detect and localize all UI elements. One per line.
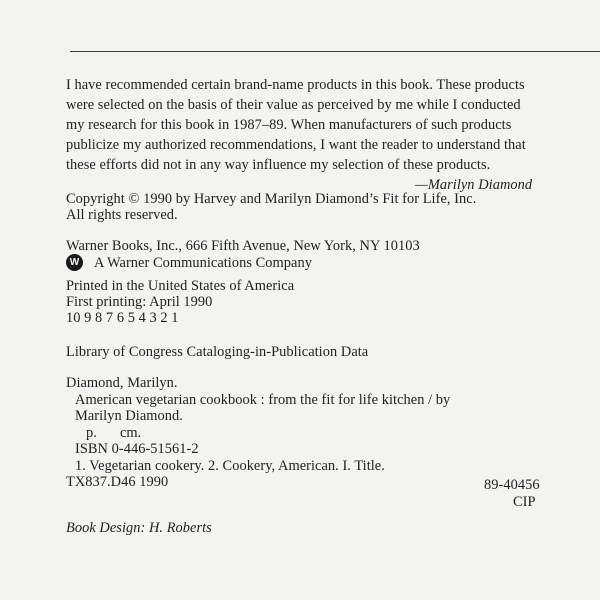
cip-title-line: American vegetarian cookbook : from the fit for life kitchen / by: [75, 392, 451, 408]
printed-in: Printed in the United States of America: [66, 278, 295, 294]
cip-author: Diamond, Marilyn.: [66, 375, 178, 391]
disclaimer-line: I have recommended certain brand-name products in this book. These products: [66, 77, 525, 93]
copyright-line: Copyright © 1990 by Harvey and Marilyn Diamond’s Fit for Life, Inc.: [66, 191, 477, 207]
cip-classification: TX837.D46 1990: [66, 474, 169, 490]
disclaimer-line: my research for this book in 1987–89. When manufacturers of such products: [66, 117, 512, 133]
cip-isbn: ISBN 0-446-51561-2: [75, 441, 199, 457]
cip-pages: p.: [86, 425, 97, 441]
top-rule: [70, 51, 600, 52]
printing-number-line: 10 9 8 7 6 5 4 3 2 1: [66, 310, 179, 326]
cip-lccn: 89-40456: [484, 477, 540, 493]
first-printing: First printing: April 1990: [66, 294, 213, 310]
design-credit: Book Design: H. Roberts: [66, 520, 212, 536]
disclaimer-signature: —Marilyn Diamond: [415, 177, 533, 193]
cip-cm: cm.: [120, 425, 142, 441]
publisher-address: Warner Books, Inc., 666 Fifth Avenue, New York, NY 10103: [66, 238, 420, 254]
disclaimer-line: these efforts did not in any way influence my selection of these products.: [66, 157, 491, 173]
cip-label: CIP: [513, 494, 536, 510]
publisher-company: A Warner Communications Company: [94, 255, 312, 271]
cip-header: Library of Congress Cataloging-in-Publication Data: [66, 344, 369, 360]
cip-title-line: Marilyn Diamond.: [75, 408, 183, 424]
cip-subjects: 1. Vegetarian cookery. 2. Cookery, American. I. Title.: [75, 458, 385, 474]
disclaimer-line: publicize my authorized recommendations, I want the reader to understand that: [66, 137, 526, 153]
disclaimer-line: were selected on the basis of their value as perceived by me while I conducted: [66, 97, 521, 113]
warner-logo-icon: W: [66, 254, 83, 271]
rights-line: All rights reserved.: [66, 207, 178, 223]
